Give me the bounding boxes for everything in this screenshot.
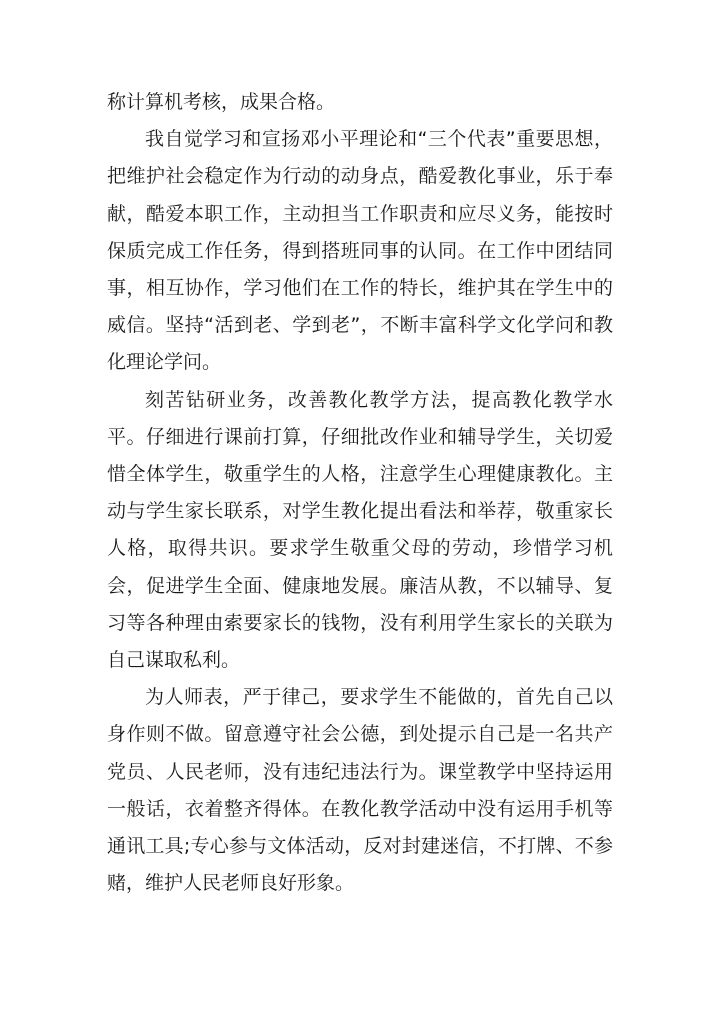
paragraph-4: 为人师表，严于律己，要求学生不能做的，首先自己以身作则不做。留意遵守社会公德，到处提示自己是一名共产党员、人民老师，没有违纪违法行为。课堂教学中坚持运用一般话，衣着整齐得体。在教化教学活动中没有运用手机等通讯工具;专心参与文体活动，反对封建迷信，不打牌、不参赌，维护人民老师良好形象。 xyxy=(107,686,613,895)
paragraph-3: 刻苦钻研业务，改善教化教学方法，提高教化教学水平。仔细进行课前打算，仔细批改作业和辅导学生，关切爱惜全体学生，敬重学生的人格，注意学生心理健康教化。主动与学生家长联系，对学生教化提出看法和举荐，敬重家长人格，取得共识。要求学生敬重父母的劳动，珍惜学习机会，促进学生全面、健康地发展。廉洁从教，不以辅导、复习等各种理由索要家长的钱物，没有利用学生家长的关联为自己谋取私利。 xyxy=(107,388,613,672)
paragraph-2: 我自觉学习和宣扬邓小平理论和“三个代表”重要思想，把维护社会稳定作为行动的动身点，酷爱教化事业，乐于奉献，酷爱本职工作，主动担当工作职责和应尽义务，能按时保质完成工作任务，得到搭班同事的认同。在工作中团结同事，相互协作，学习他们在工作的特长，维护其在学生中的威信。坚持“活到老、学到老”，不断丰富科学文化学问和教化理论学问。 xyxy=(107,128,613,374)
paragraph-1: 称计算机考核，成果合格。 xyxy=(107,91,336,113)
document-body xyxy=(107,84,613,902)
